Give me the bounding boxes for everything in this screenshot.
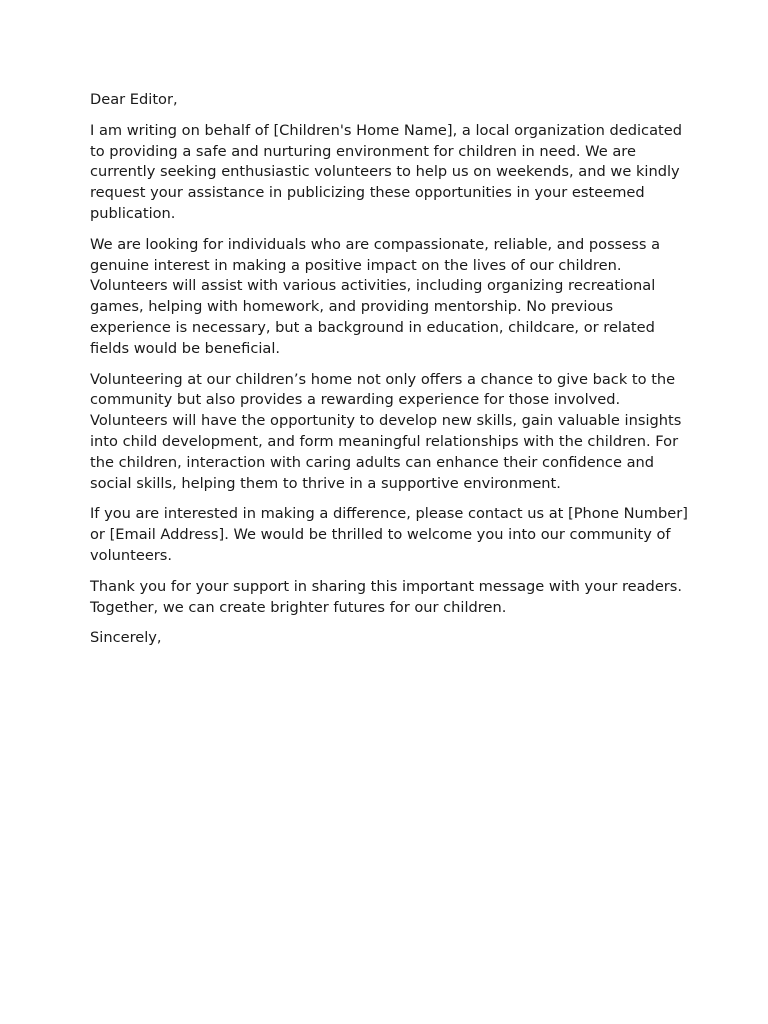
paragraph-intro: I am writing on behalf of [Children's Home Name], a local organization dedicated to providing a safe and nurturing environment for children in need. We are currently seeking enthusiastic volunteers to help us on weekends, and we kindly request your assistance in publicizing these opportunities in your esteemed publication. (90, 121, 682, 222)
closing: Sincerely, (90, 629, 162, 647)
salutation: Dear Editor, (90, 91, 178, 108)
paragraph-benefits: Volunteering at our children’s home not only offers a chance to give back to the community but also provides a rewarding experience for those involved. Volunteers will have the opportunity to develop new skills, gain valuable insights into child development, and form meaningful relationships with the children. For the children, interaction with caring adults can enhance their confidence and social skills, helping them to thrive in a supportive environment. (90, 370, 682, 492)
paragraph-requirements: We are looking for individuals who are compassionate, reliable, and possess a genuine interest in making a positive impact on the lives of our children. Volunteers will assist with various activities, including organizing recreational games, helping with homework, and providing mentorship. No previous experience is necessary, but a background in education, childcare, or related fields would be beneficial. (90, 235, 661, 357)
paragraph-contact: If you are interested in making a difference, please contact us at [Phone Number] or [Email Address]. We would be thrilled to welcome you into our community of volunteers. (90, 505, 688, 564)
paragraph-thanks: Thank you for your support in sharing this important message with your readers. Together, we can create brighter futures for our children. (90, 577, 683, 616)
letter-body (90, 90, 690, 659)
